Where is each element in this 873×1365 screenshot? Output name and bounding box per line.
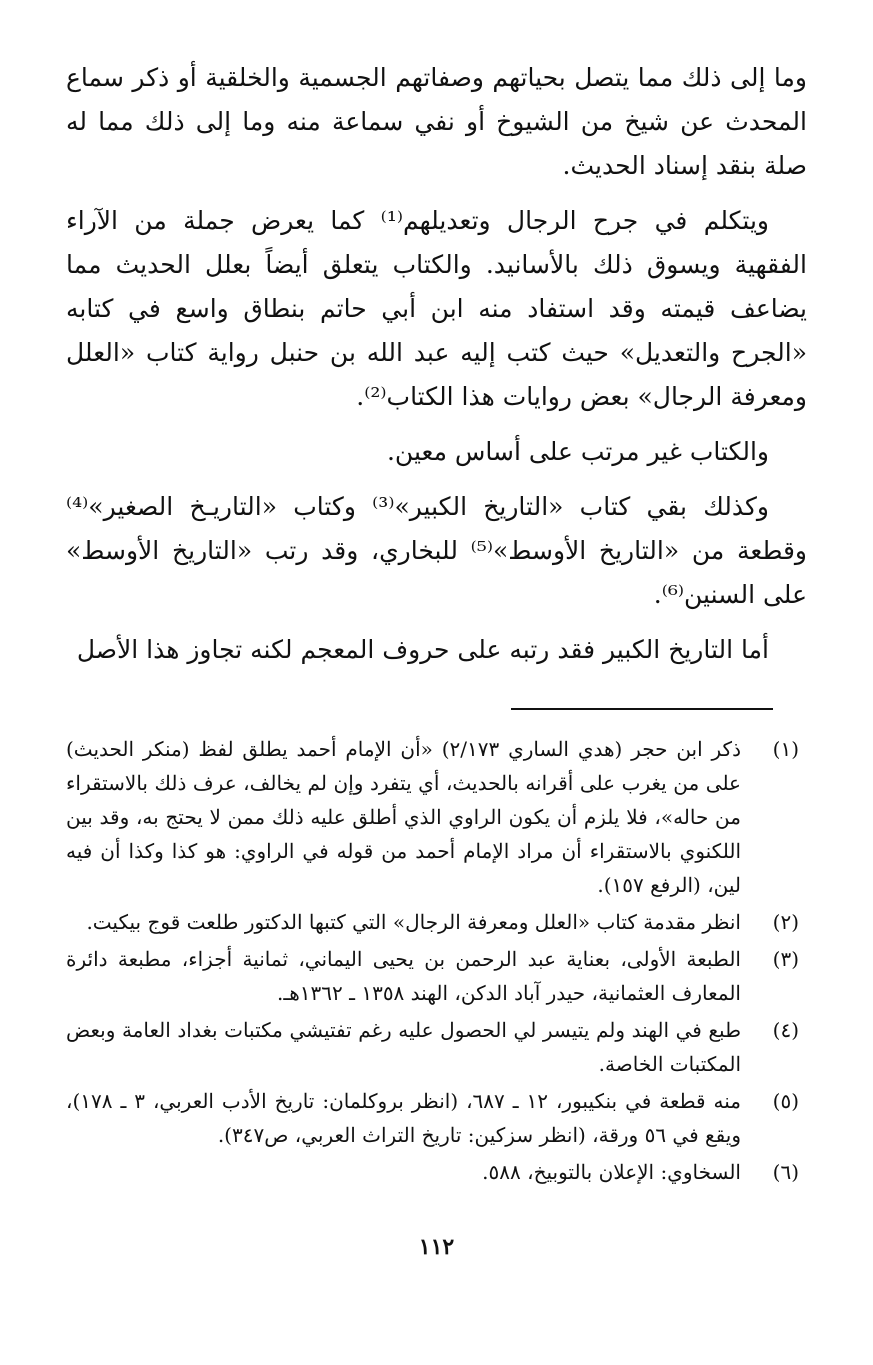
footnote xyxy=(66,1155,799,1189)
footnote-text: انظر مقدمة كتاب «العلل ومعرفة الرجال» التي كتبها الدكتور طلعت قوج بيكيت. xyxy=(86,910,741,934)
footnote-text: طبع في الهند ولم يتيسر لي الحصول عليه رغم تفتيشي مكتبات بغداد العامة وبعض المكتبات الخاصة. xyxy=(66,1018,741,1076)
footnote xyxy=(66,1084,799,1152)
footnote xyxy=(66,942,799,1010)
paragraph: أما التاريخ الكبير فقد رتبه على حروف المعجم لكنه تجاوز هذا الأصل xyxy=(76,635,769,664)
footnote-text: منه قطعة في بنكيبور، ١٢ ـ ٦٨٧، (انظر بروكلمان: تاريخ الأدب العربي، ٣ ـ ١٧٨)، ويقع في ٥٦ ورقة، (انظر سزكين: تاريخ التراث العربي، ص٣٤٧). xyxy=(66,1089,742,1147)
footnote-text: ذكر ابن حجر (هدي الساري ٢/١٧٣) «أن الإمام أحمد يطلق لفظ (منكر الحديث) على من يغرب على أقرانه بالحديث، أي يتفرد وإن لم يخالف، عرف ذلك بالاستقراء من حاله»، فلا يلزم أن يكون الراوي الذي أطلق عليه ذلك ممن لا يحتج به، وقد بين اللكنوي بالاستقراء أن مراد الإمام أحمد من قوله في الراوي: هو كذا وكذا أن فيه لين، (الرفع ١٥٧). xyxy=(66,737,741,897)
page-number: ١١٢ xyxy=(418,1234,455,1260)
footnote-number: (١) xyxy=(772,737,799,761)
footnotes xyxy=(66,732,799,1192)
main-text xyxy=(66,56,807,683)
footnote-separator xyxy=(511,708,773,710)
footnote-number: (٤) xyxy=(772,1018,799,1042)
footnote xyxy=(66,732,799,902)
footnote-number: (٥) xyxy=(772,1089,799,1113)
footnote-text: الطبعة الأولى، بعناية عبد الرحمن بن يحيى اليماني، ثمانية أجزاء، مطبعة دائرة المعارف العثمانية، حيدر آباد الدكن، الهند ١٣٥٨ ـ ١٣٦٢هـ. xyxy=(66,947,741,1005)
footnote xyxy=(66,1013,799,1081)
paragraph: ويتكلم في جرح الرجال وتعديلهم⁽¹⁾ كما يعرض جملة من الآراء الفقهية ويسوق ذلك بالأسانيد. والكتاب يتعلق أيضاً بعلل الحديث مما يضاعف قيمته وقد استفاد منه ابن أبي حاتم بنطاق واسع في كتابه «الجرح والتعديل» حيث كتب إليه عبد الله بن حنبل رواية كتاب «العلل ومعرفة الرجال» بعض روايات هذا الكتاب⁽²⁾. xyxy=(66,206,807,411)
footnote-number: (٢) xyxy=(772,910,799,934)
footnote-number: (٣) xyxy=(772,947,799,971)
footnote-text: السخاوي: الإعلان بالتوبيخ، ٥٨٨. xyxy=(482,1160,741,1184)
paragraph: والكتاب غير مرتب على أساس معين. xyxy=(386,437,769,466)
paragraph: وما إلى ذلك مما يتصل بحياتهم وصفاتهم الجسمية والخلقية أو ذكر سماع المحدث عن شيخ من الشيوخ أو نفي سماعة منه وما إلى ذلك مما له صلة بنقد إسناد الحديث. xyxy=(66,63,807,180)
footnote-number: (٦) xyxy=(772,1160,799,1184)
paragraph: وكذلك بقي كتاب «التاريخ الكبير»⁽³⁾ وكتاب «التاريـخ الصغير»⁽⁴⁾ وقطعة من «التاريخ الأوسط»⁽⁵⁾ للبخاري، وقد رتب «التاريخ الأوسط» على السنين⁽⁶⁾. xyxy=(66,492,807,609)
footnote xyxy=(66,905,799,939)
